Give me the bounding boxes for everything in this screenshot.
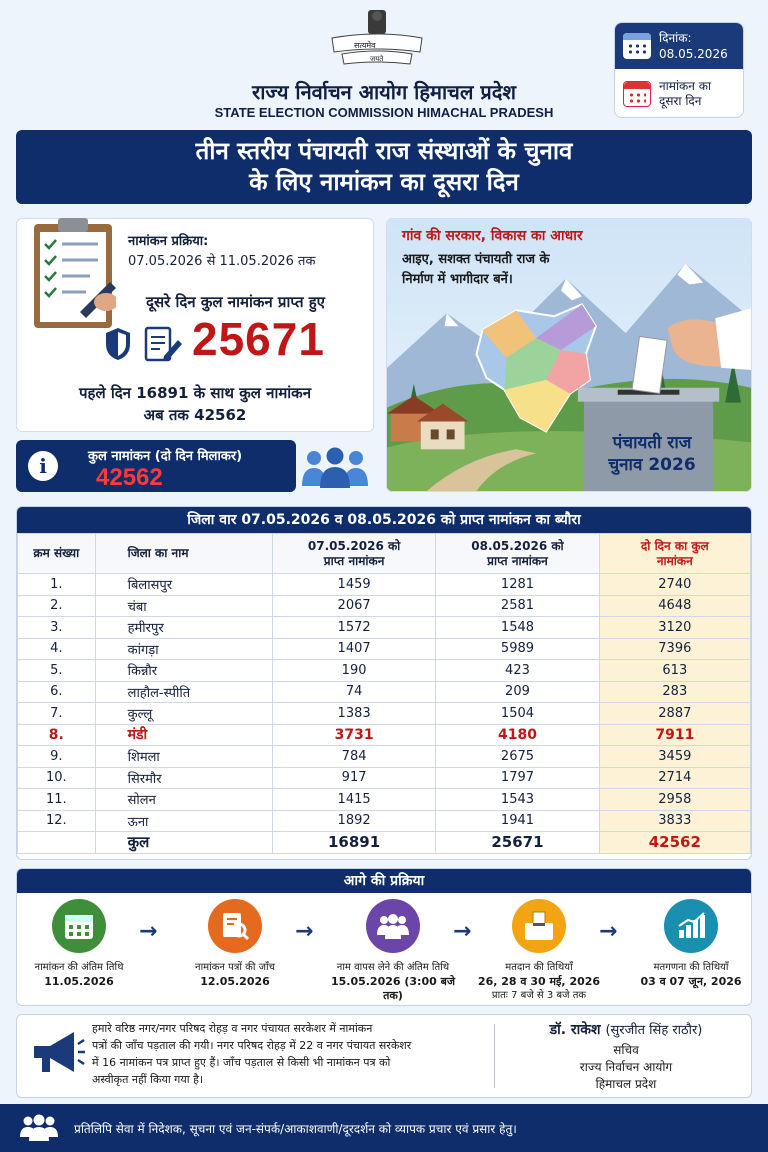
total-cell-d1: 16891 [272, 832, 435, 854]
main-banner [16, 130, 752, 204]
header-day1: 07.05.2026 को प्राप्त नामांकन [272, 534, 435, 574]
emblem-text-1: सत्यमेव [354, 41, 376, 50]
table-row [18, 660, 751, 682]
step-time: प्रातः 7 बजे से 3 बजे तक [491, 990, 587, 1001]
cell-sno: 8. [18, 724, 96, 746]
total-cell-label: कुल [95, 832, 272, 854]
note-text [92, 1020, 484, 1088]
cell-sno: 7. [18, 703, 96, 725]
cell-district: किन्नौर [95, 660, 272, 682]
cell-sno: 12. [18, 810, 96, 832]
process-step [16, 899, 149, 989]
megaphone-icon [28, 1028, 86, 1076]
date-row [615, 23, 743, 69]
arrow-right-icon: → [453, 919, 472, 944]
calendar-icon [623, 81, 651, 107]
table-row [18, 595, 751, 617]
cell-sum: 613 [599, 660, 750, 682]
cell-sum: 2887 [599, 703, 750, 725]
cell-sum: 3120 [599, 617, 750, 639]
cell-sno: 10. [18, 767, 96, 789]
table-row [18, 681, 751, 703]
cell-d1: 74 [272, 681, 435, 703]
illustration-text [402, 250, 602, 290]
cell-d2: 1543 [436, 789, 599, 811]
cell-d2: 1941 [436, 810, 599, 832]
cell-d2: 209 [436, 681, 599, 703]
cell-sum: 4648 [599, 595, 750, 617]
step-date: 03 व 07 जून, 2026 [640, 975, 742, 988]
table-row [18, 617, 751, 639]
cell-sum: 283 [599, 681, 750, 703]
date-value: 08.05.2026 [659, 47, 728, 61]
ballot-box-icon [512, 899, 566, 953]
clipboard-icon [30, 212, 116, 330]
cell-district: बिलासपुर [95, 574, 272, 596]
table-row [18, 703, 751, 725]
cell-sum: 7396 [599, 638, 750, 660]
day1-line-1: पहले दिन 16891 के साथ कुल नामांकन [78, 384, 312, 402]
cell-sum: 2714 [599, 767, 750, 789]
arrow-right-icon: → [139, 919, 158, 944]
cell-district: हमीरपुर [95, 617, 272, 639]
total-value: 42562 [96, 464, 163, 491]
note-line-2: पत्रों की जाँच पड़ताल की गयी। नगर परिषद रोहड़ में 22 व नगर पंचायत सरकेशर [92, 1039, 412, 1052]
step-date: 12.05.2026 [200, 975, 270, 988]
cell-d1: 1572 [272, 617, 435, 639]
cell-sno: 6. [18, 681, 96, 703]
state-emblem-logo [322, 8, 432, 66]
total-cell-blank [18, 832, 96, 854]
header-sno: क्रम संख्या [18, 534, 96, 574]
day1-line-2: अब तक 42562 [143, 406, 247, 424]
ballot-box-label [592, 432, 712, 476]
cell-district: चंबा [95, 595, 272, 617]
total-cell-d2: 25671 [436, 832, 599, 854]
cell-district: सिरमौर [95, 767, 272, 789]
cell-district: शिमला [95, 746, 272, 768]
cell-d1: 1383 [272, 703, 435, 725]
day-label-1: नामांकन का [659, 79, 712, 93]
total-box [16, 440, 296, 492]
process-step [621, 899, 752, 989]
process-info [128, 232, 315, 272]
cell-sum: 2740 [599, 574, 750, 596]
cell-d2: 423 [436, 660, 599, 682]
table-row [18, 767, 751, 789]
process-title: आगे की प्रक्रिया [17, 869, 751, 893]
total-cell-sum: 42562 [599, 832, 750, 854]
process-step [323, 899, 463, 1003]
cell-sno: 2. [18, 595, 96, 617]
signatory-state: हिमाचल प्रदेश [595, 1077, 657, 1091]
district-table [17, 533, 751, 854]
cell-d2: 1504 [436, 703, 599, 725]
bar-chart-icon [664, 899, 718, 953]
cell-district: ऊना [95, 810, 272, 832]
date-label: दिनांक: [659, 31, 692, 45]
header-total: दो दिन का कुल नामांकन [599, 534, 750, 574]
banner-line-1: तीन स्तरीय पंचायती राज संस्थाओं के चुनाव [195, 137, 573, 165]
cell-d1: 917 [272, 767, 435, 789]
district-table-card [16, 506, 752, 860]
cell-sno: 9. [18, 746, 96, 768]
cell-d1: 1407 [272, 638, 435, 660]
cell-sno: 11. [18, 789, 96, 811]
cell-d1: 190 [272, 660, 435, 682]
divider [494, 1024, 495, 1088]
cell-d1: 1892 [272, 810, 435, 832]
day2-total: 25671 [192, 313, 325, 365]
cell-d1: 3731 [272, 724, 435, 746]
shield-icon [104, 326, 132, 362]
step-date: 15.05.2026 (3:00 बजे तक) [330, 975, 456, 1002]
cell-d2: 1797 [436, 767, 599, 789]
next-process-card [16, 868, 752, 1006]
cell-d2: 2581 [436, 595, 599, 617]
header-district: जिला का नाम [95, 534, 272, 574]
document-search-icon [208, 899, 262, 953]
cell-district: लाहौल-स्पीति [95, 681, 272, 703]
step-label: नाम वापस लेने की अंतिम तिथि [336, 962, 450, 973]
note-line-1: हमारे वरिष्ठ नगर/नगर परिषद रोहड़ व नगर पंचायत सरकेशर में नामांकन [92, 1022, 373, 1035]
table-total-row [18, 832, 751, 854]
banner-line-2: के लिए नामांकन का दूसरा दिन [249, 168, 519, 196]
cell-sno: 1. [18, 574, 96, 596]
day1-summary [16, 382, 374, 426]
note-line-4: अस्वीकृत नहीं किया गया है। [92, 1073, 204, 1086]
total-label: कुल नामांकन (दो दिन मिलाकर) [88, 449, 243, 464]
illustration-line-1: आइए, सशक्त पंचायती राज के [402, 252, 550, 267]
info-icon: i [28, 451, 58, 481]
cell-d2: 1548 [436, 617, 599, 639]
cell-d2: 2675 [436, 746, 599, 768]
footer-text: प्रतिलिपि सेवा में निदेशक, सूचना एवं जन-संपर्क/आकाशवाणी/दूरदर्शन को व्यापक प्रचार एवं प्रसार हेतु। [74, 1121, 517, 1136]
footer [0, 1104, 768, 1152]
cell-sum: 2958 [599, 789, 750, 811]
arrow-right-icon: → [599, 919, 618, 944]
cell-sno: 3. [18, 617, 96, 639]
group-icon [20, 1113, 58, 1143]
table-row [18, 746, 751, 768]
org-title-hindi: राज्य निर्वाचन आयोग हिमाचल प्रदेश [252, 80, 516, 104]
day2-label: दूसरे दिन कुल नामांकन प्राप्त हुए [146, 293, 325, 311]
document-edit-icon [144, 326, 184, 362]
ballot-line-2: चुनाव 2026 [608, 455, 696, 475]
cell-sno: 4. [18, 638, 96, 660]
cell-d1: 784 [272, 746, 435, 768]
cell-sum: 7911 [599, 724, 750, 746]
cell-d2: 4180 [436, 724, 599, 746]
process-label: नामांकन प्रक्रिया: [128, 234, 209, 249]
cell-sum: 3459 [599, 746, 750, 768]
cell-district: सोलन [95, 789, 272, 811]
calendar-icon [623, 33, 651, 59]
step-label: नामांकन की अंतिम तिथि [34, 962, 124, 973]
cell-sno: 5. [18, 660, 96, 682]
arrow-right-icon: → [295, 919, 314, 944]
table-row [18, 638, 751, 660]
table-row [18, 724, 751, 746]
cell-d1: 1459 [272, 574, 435, 596]
people-group-icon [300, 446, 370, 488]
ballot-line-1: पंचायती राज [612, 433, 692, 453]
cell-d2: 5989 [436, 638, 599, 660]
calendar-icon [52, 899, 106, 953]
date-box [614, 22, 744, 118]
cell-district: मंडी [95, 724, 272, 746]
table-row [18, 789, 751, 811]
group-icon [366, 899, 420, 953]
org-title-english: STATE ELECTION COMMISSION HIMACHAL PRADESH [214, 105, 554, 120]
cell-sum: 3833 [599, 810, 750, 832]
table-row [18, 810, 751, 832]
illustration-line-2: निर्माण में भागीदार बनें। [402, 272, 513, 287]
cell-district: कांगड़ा [95, 638, 272, 660]
signatory-name: डॉ. राकेश (सुरजीत सिंह राठौर) [549, 1022, 703, 1038]
header-day2: 08.05.2026 को प्राप्त नामांकन [436, 534, 599, 574]
process-step [165, 899, 305, 989]
cell-district: कुल्लू [95, 703, 272, 725]
signatory-org: राज्य निर्वाचन आयोग [579, 1060, 673, 1074]
note-line-3: में 16 नामांकन पत्र प्राप्त हुए हैं। जाँच पड़ताल से किसी भी नामांकन पत्र को [92, 1056, 391, 1069]
signatory-title: सचिव [613, 1043, 639, 1057]
table-title: जिला वार 07.05.2026 व 08.05.2026 को प्राप्त नामांकन का ब्यौरा [17, 507, 751, 533]
cell-d1: 2067 [272, 595, 435, 617]
step-label: नामांकन पत्रों की जाँच [195, 962, 275, 973]
step-label: मतगणना की तिथियाँ [653, 962, 729, 973]
illustration-tagline: गांव की सरकार, विकास का आधार [402, 228, 583, 244]
emblem-text-2: जयते [370, 55, 384, 63]
day-row [615, 69, 743, 118]
step-label: मतदान की तिथियाँ [505, 962, 573, 973]
day-label-2: दूसरा दिन [659, 94, 702, 108]
cell-d2: 1281 [436, 574, 599, 596]
step-date: 26, 28 व 30 मई, 2026 [477, 975, 601, 988]
table-row [18, 574, 751, 596]
step-date: 11.05.2026 [44, 975, 114, 988]
cell-d1: 1415 [272, 789, 435, 811]
process-step [469, 899, 609, 1003]
process-dates: 07.05.2026 से 11.05.2026 तक [128, 254, 316, 269]
